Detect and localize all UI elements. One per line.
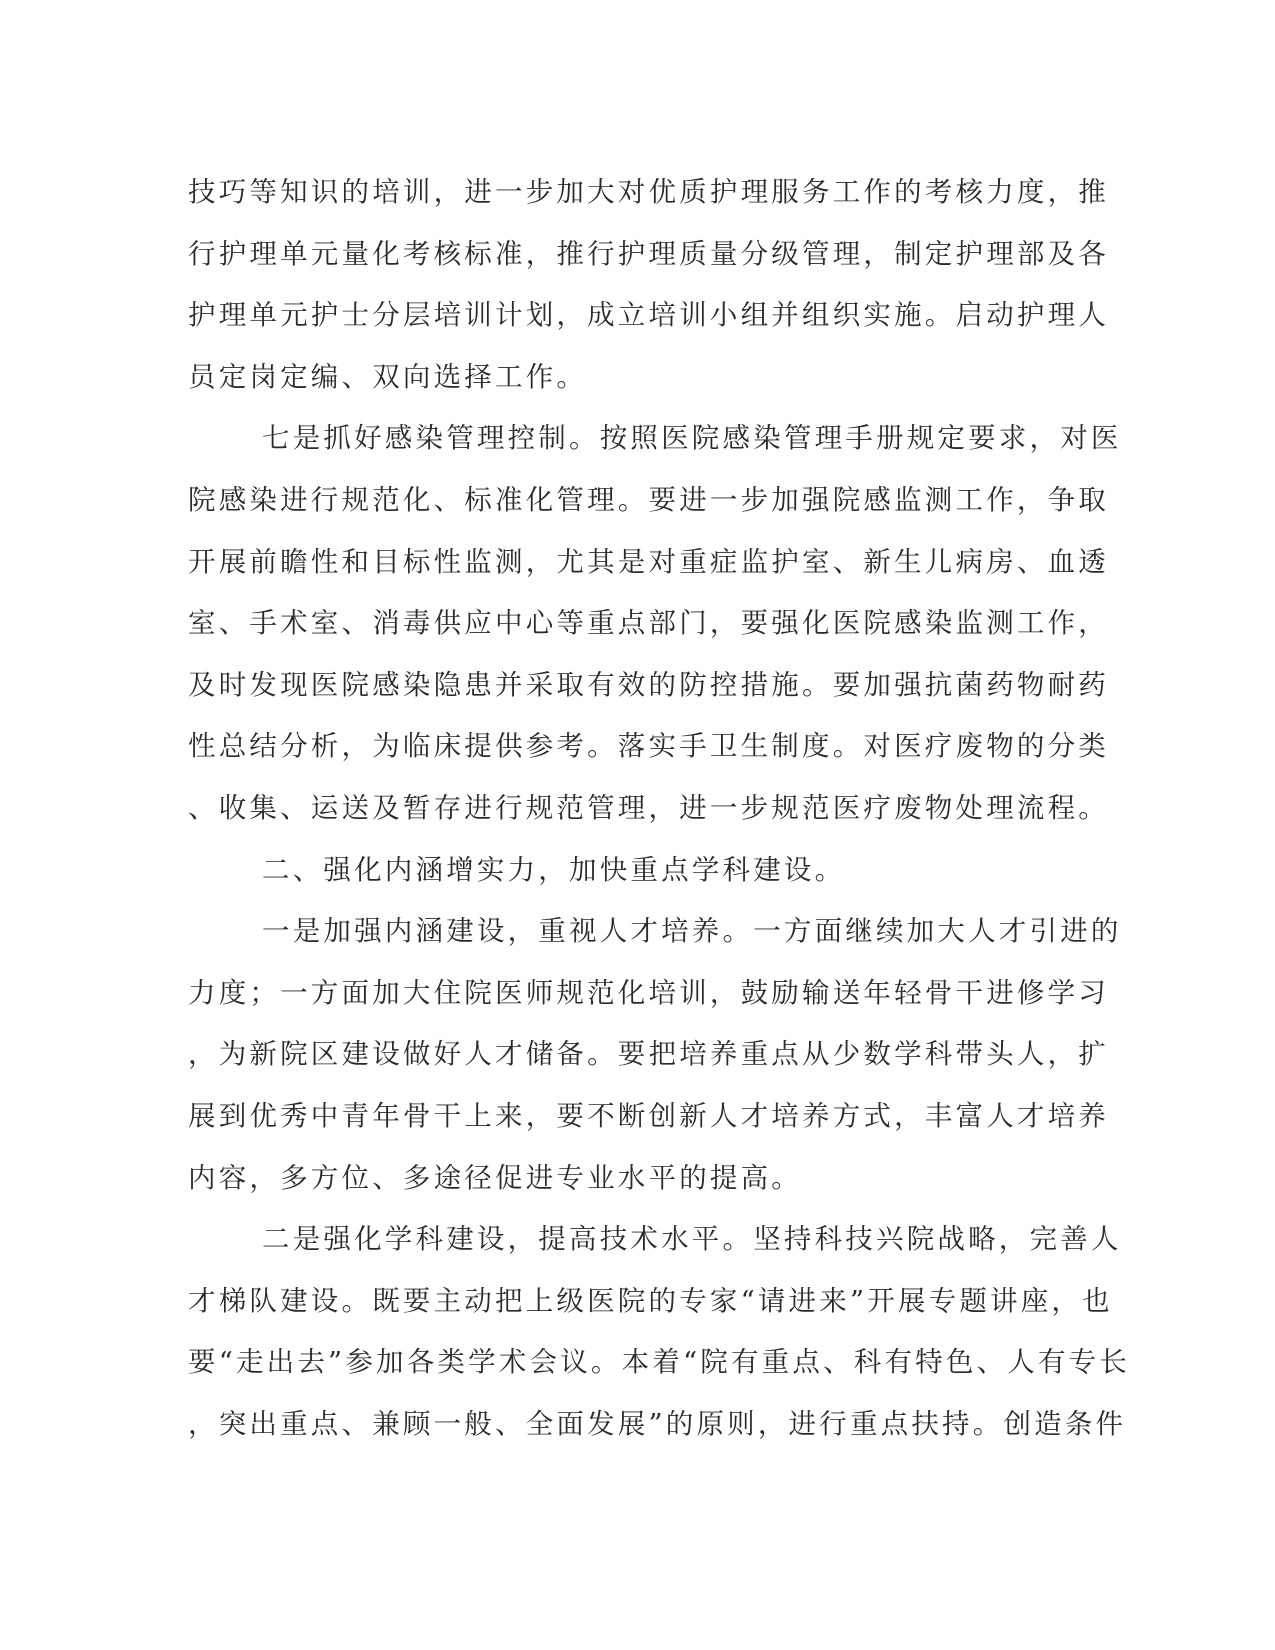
text-line: 、收集、运送及暂存进行规范管理，进一步规范医疗废物处理流程。 bbox=[188, 791, 1109, 824]
text-line: 内容，多方位、多途径促进专业水平的提高。 bbox=[188, 1161, 802, 1194]
text-line: ，为新院区建设做好人才储备。要把培养重点从少数学科带头人，扩 bbox=[188, 1038, 1109, 1071]
text-line: 行护理单元量化考核标准，推行护理质量分级管理，制定护理部及各 bbox=[188, 237, 1109, 270]
document-body bbox=[188, 162, 1131, 1455]
text-line: 及时发现医院感染隐患并采取有效的防控措施。要加强抗菌药物耐药 bbox=[188, 668, 1109, 701]
text-line: 要“走出去”参加各类学术会议。本着“院有重点、科有特色、人有专长 bbox=[188, 1346, 1131, 1379]
text-line: 员定岗定编、双向选择工作。 bbox=[188, 360, 588, 393]
text-line: 性总结分析，为临床提供参考。落实手卫生制度。对医疗废物的分类 bbox=[188, 730, 1109, 763]
paragraph-start-line: 七是抓好感染管理控制。按照医院感染管理手册规定要求，对医 bbox=[262, 422, 1122, 455]
text-line: 院感染进行规范化、标准化管理。要进一步加强院感监测工作，争取 bbox=[188, 483, 1109, 516]
text-line: 技巧等知识的培训，进一步加大对优质护理服务工作的考核力度，推 bbox=[188, 176, 1109, 208]
text-line: 展到优秀中青年骨干上来，要不断创新人才培养方式，丰富人才培养 bbox=[188, 1099, 1109, 1132]
text-line: 开展前瞻性和目标性监测，尤其是对重症监护室、新生儿病房、血透 bbox=[188, 545, 1109, 578]
text-line: ，突出重点、兼顾一般、全面发展”的原则，进行重点扶持。创造条件 bbox=[188, 1407, 1127, 1440]
section-heading-line: 二、强化内涵增实力，加快重点学科建设。 bbox=[262, 853, 846, 886]
paragraph-start-line: 一是加强内涵建设，重视人才培养。一方面继续加大人才引进的 bbox=[262, 915, 1122, 948]
text-line: 力度；一方面加大住院医师规范化培训，鼓励输送年轻骨干进修学习 bbox=[188, 976, 1109, 1009]
paragraph-start-line: 二是强化学科建设，提高技术水平。坚持科技兴院战略，完善人 bbox=[262, 1223, 1122, 1256]
text-line: 才梯队建设。既要主动把上级医院的专家“请进来”开展专题讲座，也 bbox=[188, 1284, 1113, 1317]
text-line: 护理单元护士分层培训计划，成立培训小组并组织实施。启动护理人 bbox=[188, 299, 1109, 332]
text-line: 室、手术室、消毒供应中心等重点部门，要强化医院感染监测工作， bbox=[188, 607, 1109, 640]
